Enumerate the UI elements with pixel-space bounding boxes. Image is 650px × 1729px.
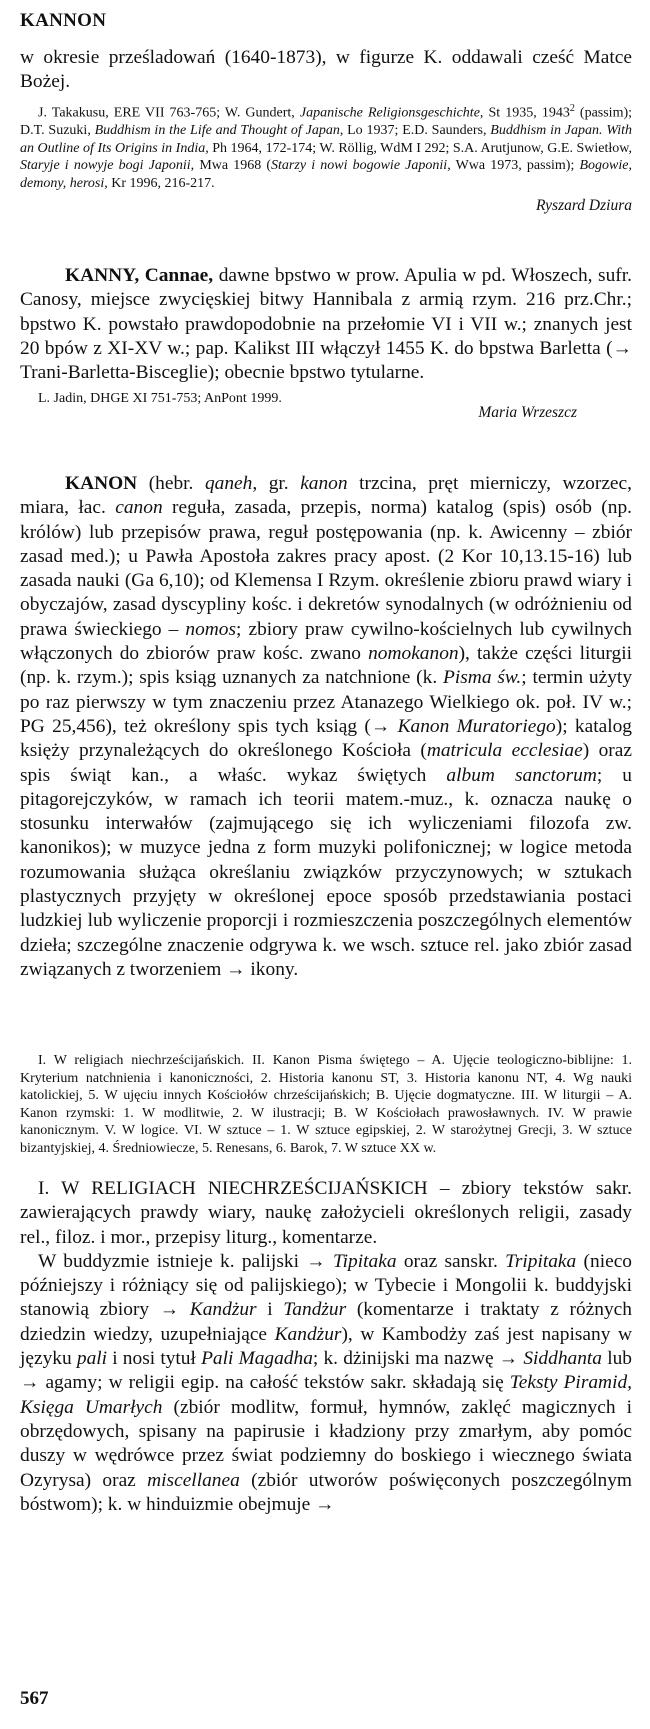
- kanny-text: KANNY, Cannae, dawne bpstwo w prow. Apulia w pd. Włoszech, sufr. Canosy, miejsce zwycięskiej bitwy Hannibala z armią rzym. 216 prz.Chr.; bpstwo K. powstało prawdopodobnie na przełomie VI i VII w.; znanych jest 20 bpów z XI-XV w.; pap. Kalikst III włączył 1455 K. do bpstwa Barletta (→ Trani-Barletta-Bisceglie); obecnie bpstwo tytularne.: [20, 265, 632, 384]
- bibliography-kannon: [20, 100, 632, 215]
- continuation-text: w okresie prześladowań (1640-1873), w figurze K. oddawali cześć Matce Bożej.: [20, 47, 632, 93]
- entry-kanon: [20, 472, 632, 982]
- section-title: I. W RELIGIACH NIECHRZEŚCIJAŃSKICH: [38, 1178, 428, 1199]
- kanon-outline: [20, 1052, 632, 1158]
- entry-kanny: [20, 264, 632, 422]
- entry-headword: KANON: [65, 473, 138, 494]
- running-head: KANNON: [20, 10, 107, 31]
- bibliography-kanny: L. Jadin, DHGE XI 751-753; AnPont 1999.: [38, 391, 282, 407]
- kanon-definition: KANON (hebr. qaneh, gr. kanon trzcina, pręt mierniczy, wzorzec, miara, łac. canon reguła, zasada, przepis, norma) katalog (spis) osób (np. królów) lub przepisów prawa, reguł postępowania (np. k. Awicenny – zbiór zasad med.); u Pawła Apostoła zakres pracy apost. (2 Kor 10,13.15-16) lub zasada nauki (Ga 6,10); od Klemensa I Rzym. określenie zbioru prawd wiary i obyczajów, zasad dyscypliny kośc. i dekretów synodalnych (w odróżnieniu od prawa świeckiego – nomos; zbiory praw cywilno-kościelnych lub cywilnych włączonych do zbiorów praw kośc. zwano nomokanon), także części liturgii (np. k. rzym.); spis ksiąg uznanych za natchnione (k. Pisma św.; termin użyty po raz pierwszy w tym znaczeniu przez Atanazego Wielkiego ok. poł. IV w.; PG 25,456), też określony spis tych ksiąg (→ Kanon Muratoriego); katalog księży przynależących do określonego Kościoła (matricula ecclesiae) oraz spis świąt kan., a właśc. wykaz świętych album sanctorum; u pitagorejczyków, w ramach ich teorii matem.-muz., k. oznacza naukę o stosunku interwałów (zajmującego się ich wyliczeniami filozofa zw. kanonikos); w muzyce jedna z form muzyki polifonicznej; w logice metoda rozumowania służąca określaniu związków przyczynowych; w sztukach plastycznych przyjęty w określonej epoce sposób przedstawiania postaci ludzkiej lub wyliczenie proporcji i rozmieszczenia poszczególnych elementów dzieła; szczególne znaczenie odgrywa k. we wsch. sztuce rel. jako zbiór zasad związanych z tworzeniem → ikony.: [20, 473, 633, 980]
- section-intro: I. W RELIGIACH NIECHRZEŚCIJAŃSKICH – zbiory tekstów sakr. zawierających prawdy wiary, naukę założycieli określonych religii, zasady rel., filoz. i mor., przepisy liturg., komentarze.: [20, 1178, 633, 1248]
- section-religions: [20, 1177, 632, 1517]
- entry-headword: KANNY, Cannae,: [65, 265, 214, 286]
- bibliography-text: J. Takakusu, ERE VII 763-765; W. Gundert, Japanische Religionsgeschichte, St 1935, 1943$^2$ (passim); D.T. Suzuki, Buddhism in the Life and Thought of Japan, Lo 1937; E.D. Saunders, Buddhism in Japan. With an Outline of Its Origins in India, Ph 1964, 172-174; W. Röllig, WdM I 292; S.A. Arutjunow, G.E. Swietłow, Staryje i nowyje bogi Japonii, Mwa 1968 (Starzy i nowi bogowie Japonii, Wwa 1973, passim); Bogowie, demony, herosi, Kr 1996, 216-217.: [20, 103, 633, 192]
- buddhism-paragraph: W buddyzmie istnieje k. palijski → Tipitaka oraz sanskr. Tripitaka (nieco późniejszy i różniący się od palijskiego); w Tybecie i Mongolii k. buddyjski stanowią zbiory → Kandżur i Tandżur (komentarze i traktaty z różnych dziedzin wiedzy, uzupełniające Kandżur), w Kambodży zaś jest napisany w języku pali i nosi tytuł Pali Magadha; k. dżinijski ma nazwę → Siddhanta lub → agamy; w religii egip. na całość tekstów sakr. składają się Teksty Piramid, Księga Umarłych (zbiór modlitw, formuł, hymnów, zaklęć magicznych i obrzędowych, spisany na papirusie i kładziony przy zmarłym, aby pomóc duszy w wędrówce przez świat podziemny do boskiego i wiecznego świata Ozyrysa) oraz miscellanea (zbiór utworów poświęconych poszczególnym bóstwom); k. w hinduizmie obejmuje →: [20, 1250, 632, 1515]
- page-number: 567: [20, 1688, 49, 1709]
- author-signature: Maria Wrzeszcz: [478, 404, 577, 422]
- entry-continuation: [20, 46, 632, 95]
- outline-text: I. W religiach niechrześcijańskich. II. Kanon Pisma świętego – A. Ujęcie teologiczno-biblijne: 1. Kryterium natchnienia i kanoniczności, 2. Historia kanonu ST, 3. Historia kanonu NT, 4. Wg nauki katolickiej, 5. W ujęciu innych Kościołów chrześcijańskich; B. Ujęcie dogmatyczne. III. W liturgii – A. Kanon rzymski: 1. W modlitwie, 2. W ilustracji; B. W Kościołach prawosławnych. IV. W prawie kanonicznym. V. W logice. VI. W sztuce – 1. W sztuce egipskiej, 2. W starożytnej Grecji, 3. W sztuce bizantyjskiej, 4. Średniowiecze, 5. Renesans, 6. Barok, 7. W sztuce XX w.: [20, 1053, 632, 1156]
- author-signature: Ryszard Dziura: [535, 196, 632, 214]
